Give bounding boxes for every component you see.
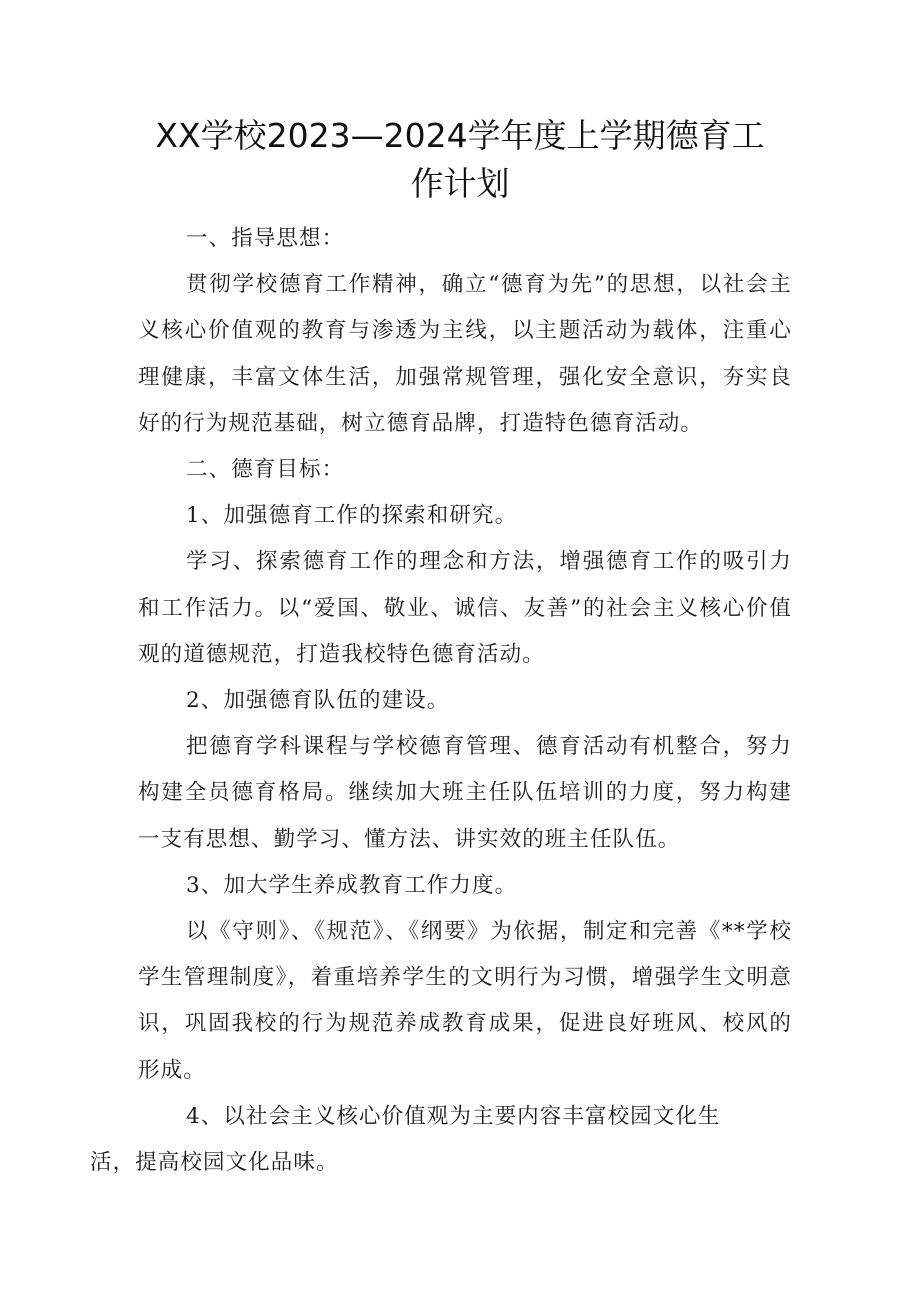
goal-heading-4-line1: 4、以社会主义核心价值观为主要内容丰富校园文化生 [186,1103,721,1129]
document-title [100,112,820,208]
paragraph-guiding-ideology: 贯彻学校德育工作精神，确立“德育为先”的思想，以社会主义核心价值观的教育与渗透为主线，以主题活动为载体，注重心理健康，丰富文体生活，加强常规管理，强化安全意识，夯实良好的行为规范基础，树立德育品牌，打造特色德育活动。 [138,272,792,436]
section-heading-guiding-ideology: 一、指导思想： [186,226,345,251]
document-title-line2: 作计划 [410,164,510,203]
goal-heading-2: 2、加强德育队伍的建设。 [186,688,450,714]
goal-heading-4-line2: 活，提高校园文化品味。 [90,1150,339,1176]
goal-heading-3: 3、加大学生养成教育工作力度。 [186,872,518,898]
goal-heading-1: 1、加强德育工作的探索和研究。 [186,503,518,529]
document-title-line1: XX学校2023—2024学年度上学期德育工 [155,116,765,155]
paragraph-goal-1: 学习、探索德育工作的理念和方法，增强德育工作的吸引力和工作活力。以“爱国、敬业、诚信、友善”的社会主义核心价值观的道德规范，打造我校特色德育活动。 [138,549,792,667]
paragraph-goal-3: 以《守则》、《规范》、《纲要》为依据，制定和完善《**学校学生管理制度》，着重培养学生的文明行为习惯，增强学生文明意识，巩固我校的行为规范养成教育成果，促进良好班风、校风的形成。 [138,919,792,1083]
paragraph-goal-2: 把德育学科课程与学校德育管理、德育活动有机整合，努力构建全员德育格局。继续加大班主任队伍培训的力度，努力构建一支有思想、勤学习、懂方法、讲实效的班主任队伍。 [138,734,792,852]
goal-heading-4 [90,1094,792,1186]
section-heading-moral-goals: 二、德育目标： [186,457,345,483]
document-body [90,216,792,1186]
